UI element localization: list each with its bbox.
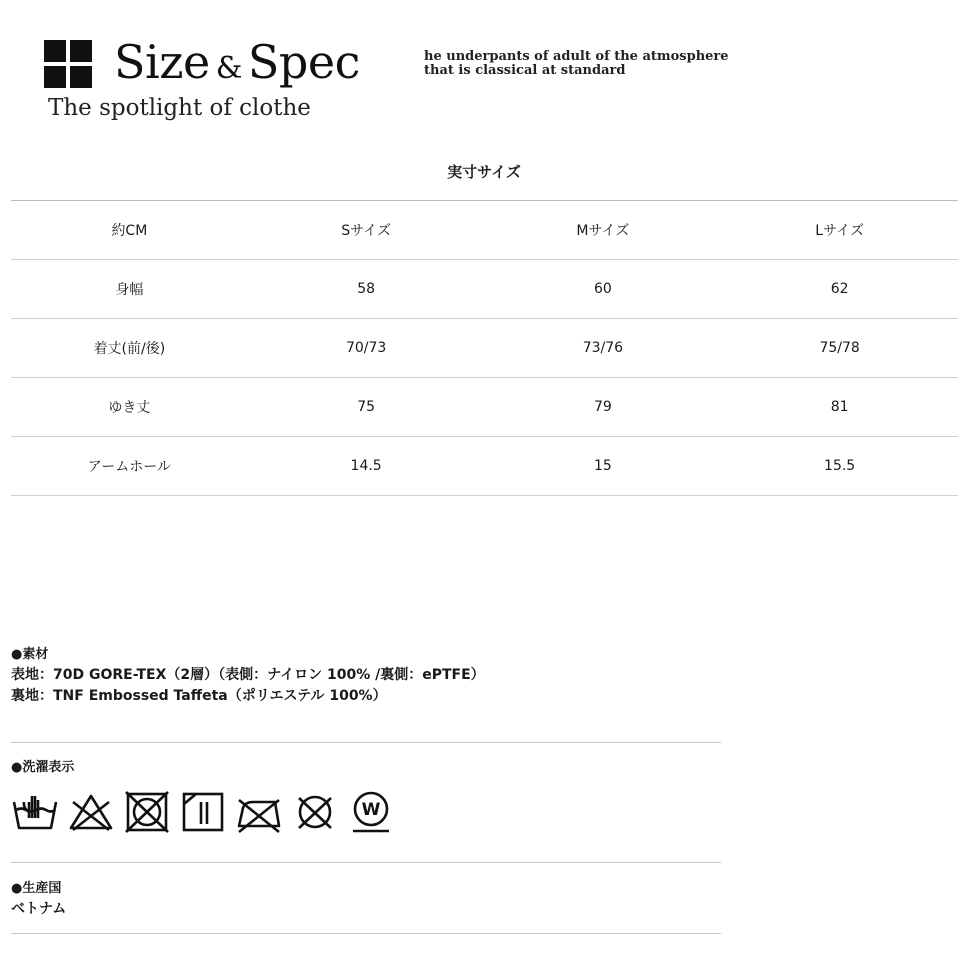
tagline [424, 50, 729, 78]
size-table [11, 200, 958, 496]
table-cell: 79 [485, 378, 722, 437]
tagline-line-2: that is classical at standard [424, 63, 626, 78]
care-section [11, 758, 721, 778]
table-header-cell: Sサイズ [248, 201, 485, 260]
table-cell: 62 [721, 260, 958, 319]
brand-word-size: Size [114, 35, 210, 89]
care-title: ●洗濯表示 [11, 760, 75, 775]
no-dry-clean-icon [291, 788, 339, 836]
wet-clean-letter: W [361, 800, 381, 820]
tagline-line-1: he underpants of adult of the atmosphere [424, 49, 729, 64]
table-cell: 15.5 [721, 437, 958, 496]
table-header-cell: 約CM [11, 201, 248, 260]
table-cell: 70/73 [248, 319, 485, 378]
section-divider [11, 933, 721, 934]
table-cell: 15 [485, 437, 722, 496]
material-line-outer: 表地：70D GORE-TEX（2層）（表側：ナイロン 100% /裏側：ePTFE） [11, 667, 485, 683]
section-divider [11, 742, 721, 743]
table-cell: 14.5 [248, 437, 485, 496]
wet-clean-icon [347, 788, 395, 836]
brand-title [114, 32, 360, 99]
material-title: ●素材 [11, 647, 49, 662]
table-cell: 73/76 [485, 319, 722, 378]
no-iron-icon [235, 788, 283, 836]
logo-grid-icon [44, 40, 92, 88]
no-bleach-icon [67, 788, 115, 836]
brand-ampersand: & [215, 51, 242, 86]
table-cell: 58 [248, 260, 485, 319]
table-cell: 75/78 [721, 319, 958, 378]
origin-country: ベトナム [11, 901, 67, 917]
table-header-row [11, 201, 958, 260]
material-section [11, 645, 721, 707]
care-icons [11, 788, 395, 836]
origin-section [11, 879, 721, 920]
hand-wash-icon [11, 788, 59, 836]
table-row [11, 378, 958, 437]
size-table-title: 実寸サイズ [447, 163, 521, 181]
origin-title: ●生産国 [11, 881, 62, 896]
section-divider [11, 862, 721, 863]
table-cell: 60 [485, 260, 722, 319]
no-tumble-dry-icon [123, 788, 171, 836]
table-row [11, 319, 958, 378]
material-line-lining: 裏地：TNF Embossed Taffeta（ポリエステル 100%） [11, 688, 387, 704]
table-row-label: アームホール [11, 437, 248, 496]
brand-subtitle: The spotlight of clothe [48, 95, 311, 121]
table-row-label: 身幅 [11, 260, 248, 319]
table-row [11, 437, 958, 496]
table-header-cell: Lサイズ [721, 201, 958, 260]
brand-word-spec: Spec [247, 35, 360, 89]
table-cell: 75 [248, 378, 485, 437]
table-header-cell: Mサイズ [485, 201, 722, 260]
table-row-label: ゆき丈 [11, 378, 248, 437]
table-row [11, 260, 958, 319]
table-cell: 81 [721, 378, 958, 437]
table-row-label: 着丈(前/後) [11, 319, 248, 378]
line-dry-shade-icon [179, 788, 227, 836]
